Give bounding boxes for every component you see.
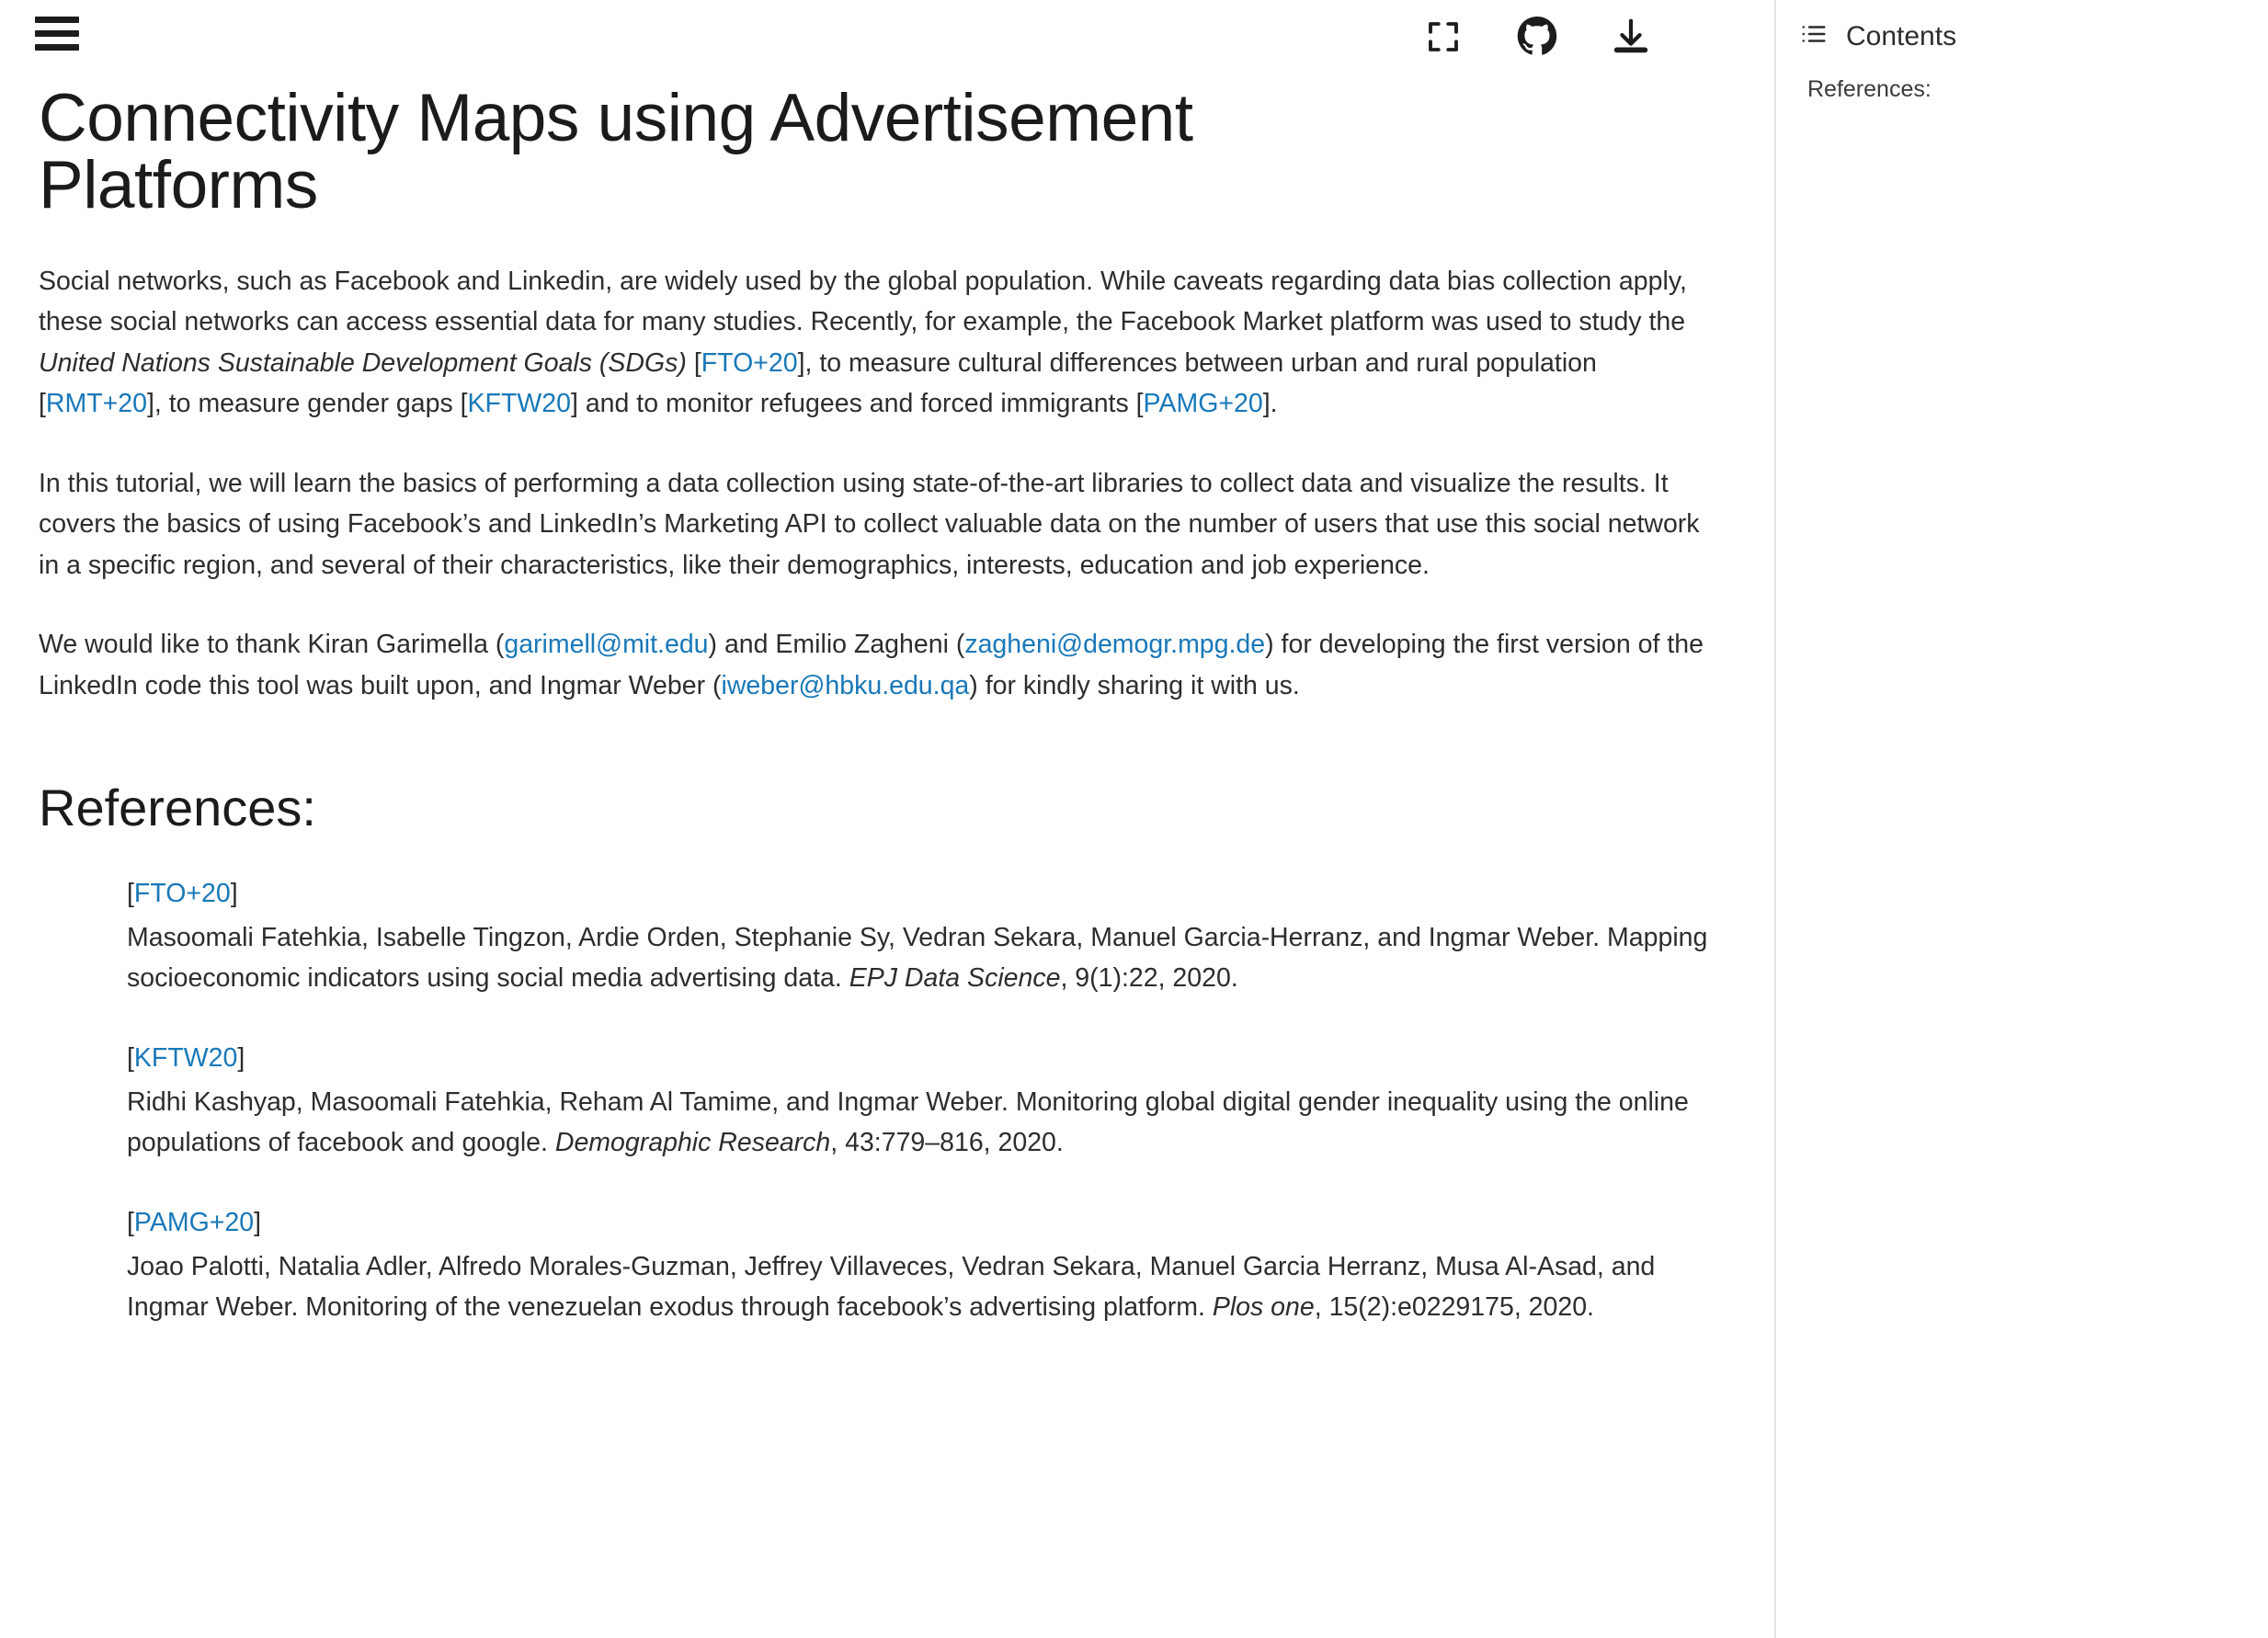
citation-link[interactable]: iweber@hbku.edu.qa bbox=[721, 670, 970, 700]
bracket-close: ] bbox=[237, 1043, 245, 1074]
paragraph-tutorial bbox=[39, 463, 1719, 586]
bracket-close: ] bbox=[254, 1208, 262, 1238]
text-run: ], to measure gender gaps [ bbox=[147, 389, 468, 419]
text-run: Joao Palotti, Natalia Adler, Alfredo Morales-Guzman, Jeffrey Villaveces, Vedran Sekara, Manuel Garcia Herranz, Musa Al-Asad, and Ingmar Weber. Monitoring of the venezuelan exodus through facebook’s advertising platform. bbox=[127, 1252, 1656, 1323]
references-list bbox=[39, 874, 1719, 1327]
text-run: ]. bbox=[1262, 389, 1278, 419]
toc-list bbox=[1800, 76, 2268, 103]
text-run: , 43:779–816, 2020. bbox=[830, 1128, 1064, 1158]
text-run: [ bbox=[686, 347, 701, 378]
reference-text bbox=[127, 1082, 1719, 1163]
toc-item-1[interactable]: References: bbox=[1807, 76, 1932, 102]
citation-link[interactable]: zagheni@demogr.mpg.de bbox=[964, 630, 1266, 660]
document-content bbox=[0, 81, 1774, 1327]
bracket-open: [ bbox=[127, 1043, 134, 1074]
citation-link[interactable]: KFTW20 bbox=[467, 389, 571, 419]
text-run: Masoomali Fatehkia, Isabelle Tingzon, Ardie Orden, Stephanie Sy, Vedran Sekara, Manuel Garcia-Herranz, and Ingmar Weber. Mapping socioeconomic indicators using social media advertising data. bbox=[127, 922, 1708, 993]
reference-entry bbox=[127, 1039, 1719, 1163]
reference-entry bbox=[127, 1203, 1719, 1327]
text-run: In this tutorial, we will learn the basics of performing a data collection using state-of-the-art libraries to collect data and visualize the results. It covers the basics of using Facebook’s and LinkedIn’s Marketing API to collect valuable data on the number of users that use this social network in a specific region, and several of their characteristics, like their demographics, interests, education and job experience. bbox=[39, 468, 1700, 580]
reference-anchor-link[interactable]: KFTW20 bbox=[133, 1043, 238, 1074]
text-run: , 15(2):e0229175, 2020. bbox=[1314, 1292, 1594, 1323]
top-toolbar bbox=[0, 0, 1774, 85]
text-run: , 9(1):22, 2020. bbox=[1060, 963, 1238, 993]
citation-link[interactable]: FTO+20 bbox=[701, 347, 798, 378]
text-run: ) for kindly sharing it with us. bbox=[969, 670, 1300, 700]
hamburger-bar bbox=[35, 30, 79, 37]
reference-key bbox=[127, 874, 1719, 914]
reference-entry bbox=[127, 874, 1719, 998]
reference-text bbox=[127, 917, 1719, 998]
bracket-open: [ bbox=[127, 1208, 134, 1238]
hamburger-menu-icon[interactable] bbox=[35, 17, 79, 57]
text-run: ) for developing the first version of the LinkedIn code this tool was built upon, and Ingmar Weber ( bbox=[39, 630, 1704, 700]
text-run: ] and to monitor refugees and forced immigrants [ bbox=[570, 389, 1144, 419]
reference-anchor-link[interactable]: PAMG+20 bbox=[133, 1208, 255, 1238]
reference-anchor-link[interactable]: FTO+20 bbox=[133, 879, 231, 909]
citation-link[interactable]: PAMG+20 bbox=[1143, 389, 1263, 419]
fullscreen-icon[interactable] bbox=[1419, 13, 1467, 61]
emphasis-text: EPJ Data Science bbox=[849, 963, 1061, 993]
toc-header bbox=[1800, 20, 2268, 52]
paragraph-acknowledgements bbox=[39, 624, 1719, 706]
emphasis-text: Demographic Research bbox=[554, 1128, 831, 1158]
table-of-contents bbox=[1774, 0, 2268, 1638]
text-run: ], to measure cultural differences between urban and rural population [ bbox=[39, 347, 1597, 419]
citation-link[interactable]: garimell@mit.edu bbox=[504, 630, 709, 660]
hamburger-bar bbox=[35, 17, 79, 23]
references-heading: References: bbox=[39, 779, 316, 837]
reference-key bbox=[127, 1203, 1719, 1243]
page-title: Connectivity Maps using Advertisement Platforms bbox=[39, 81, 1193, 222]
reference-text bbox=[127, 1246, 1719, 1327]
emphasis-text: Plos one bbox=[1212, 1292, 1315, 1323]
list-icon bbox=[1800, 20, 1828, 52]
paragraph-intro bbox=[39, 261, 1719, 425]
toc-title: Contents bbox=[1846, 20, 1957, 51]
toolbar-actions bbox=[1419, 13, 1655, 61]
citation-link[interactable]: RMT+20 bbox=[45, 389, 147, 419]
text-run: Ridhi Kashyap, Masoomali Fatehkia, Reham Al Tamime, and Ingmar Weber. Monitoring global digital gender inequality using the online populations of facebook and google. bbox=[127, 1086, 1689, 1158]
text-run: We would like to thank Kiran Garimella ( bbox=[39, 630, 505, 660]
emphasis-text: United Nations Sustainable Development Goals (SDGs) bbox=[39, 347, 687, 378]
text-run: ) and Emilio Zagheni ( bbox=[708, 630, 965, 660]
download-icon[interactable] bbox=[1607, 13, 1655, 61]
reference-key bbox=[127, 1039, 1719, 1078]
text-run: Social networks, such as Facebook and Linkedin, are widely used by the global population. While caveats regarding data bias collection apply, these social networks can access essential data for many studies. Recently, for example, the Facebook Market platform was used to study the bbox=[39, 267, 1687, 337]
bracket-open: [ bbox=[127, 879, 134, 909]
bracket-close: ] bbox=[230, 879, 238, 909]
github-icon[interactable] bbox=[1513, 13, 1561, 61]
hamburger-bar bbox=[35, 44, 79, 51]
